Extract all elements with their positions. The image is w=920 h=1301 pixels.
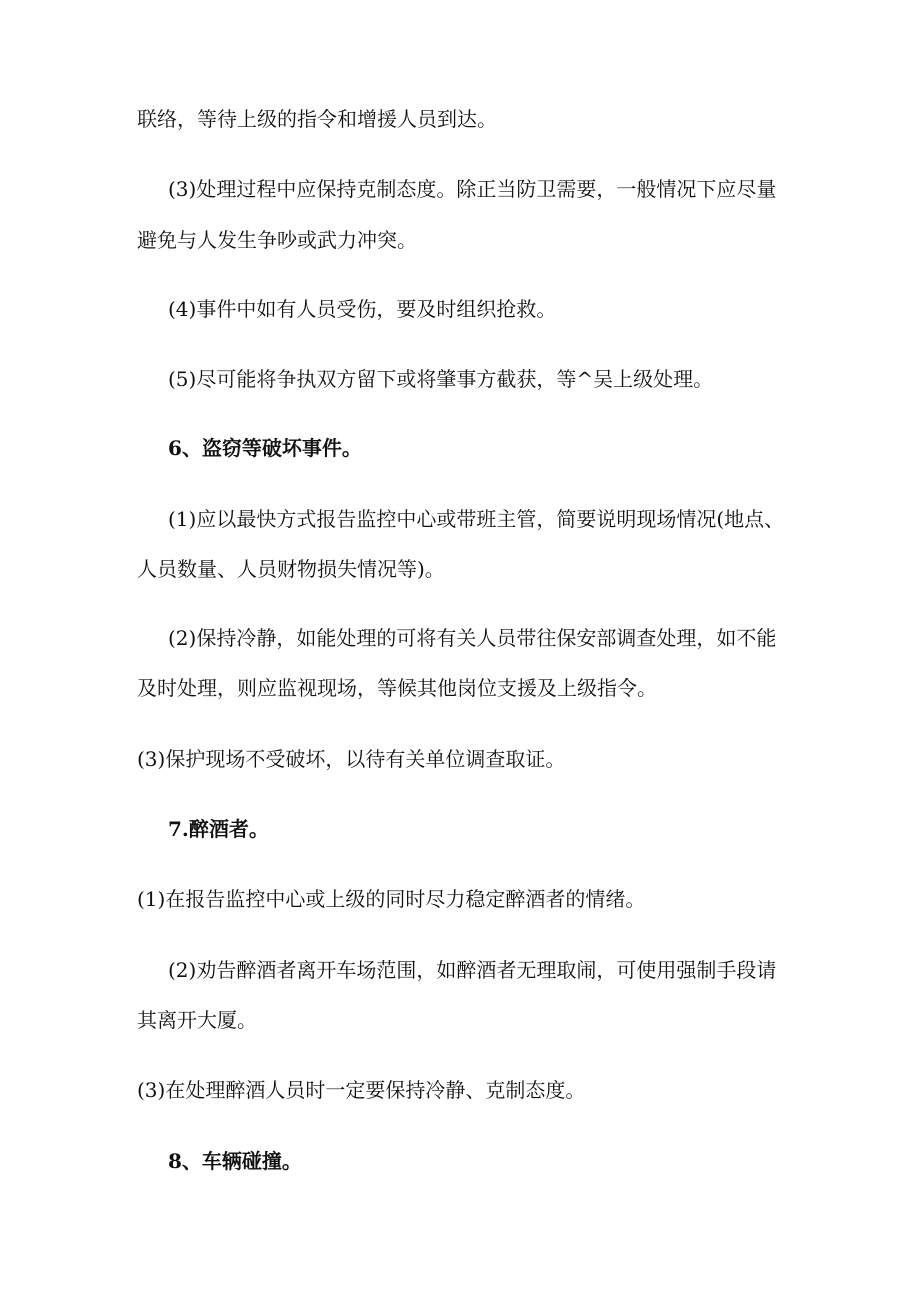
section-heading: 8、车辆碰撞。 (168, 1149, 302, 1173)
paragraph-line: (3)在处理醉酒人员时一定要保持冷静、克制态度。 (137, 1078, 586, 1102)
paragraph-line: 其离开大厦。 (137, 1008, 257, 1032)
paragraph-line: (5)尽可能将争执双方留下或将肇事方截获，等^吴上级处理。 (168, 367, 714, 391)
paragraph-line: (2)劝告醉酒者离开车场范围，如醉酒者无理取闹，可使用强制手段请 (168, 958, 777, 982)
paragraph-line: (1)应以最快方式报告监控中心或带班主管，简要说明现场情况(地点、 (168, 507, 785, 531)
section-heading: 6、盗窃等破坏事件。 (168, 436, 362, 460)
paragraph-line: 人员数量、人员财物损失情况等)。 (137, 557, 445, 581)
paragraph-line: (4)事件中如有人员受伤，要及时组织抢救。 (168, 297, 557, 321)
paragraph-line: 及时处理，则应监视现场，等候其他岗位支援及上级指令。 (137, 676, 657, 700)
paragraph-line: (3)保护现场不受破坏，以待有关单位调查取证。 (137, 747, 566, 771)
paragraph-line: (2)保持冷静，如能处理的可将有关人员带往保安部调查处理，如不能 (168, 626, 777, 650)
paragraph-line: (3)处理过程中应保持克制态度。除正当防卫需要，一般情况下应尽量 (168, 177, 777, 201)
paragraph-line: 联络，等待上级的指令和增援人员到达。 (137, 107, 497, 131)
section-heading: 7.醉酒者。 (168, 817, 269, 841)
paragraph-line: 避免与人发生争吵或武力冲突。 (137, 228, 417, 252)
paragraph-line: (1)在报告监控中心或上级的同时尽力稳定醉酒者的情绪。 (137, 887, 646, 911)
